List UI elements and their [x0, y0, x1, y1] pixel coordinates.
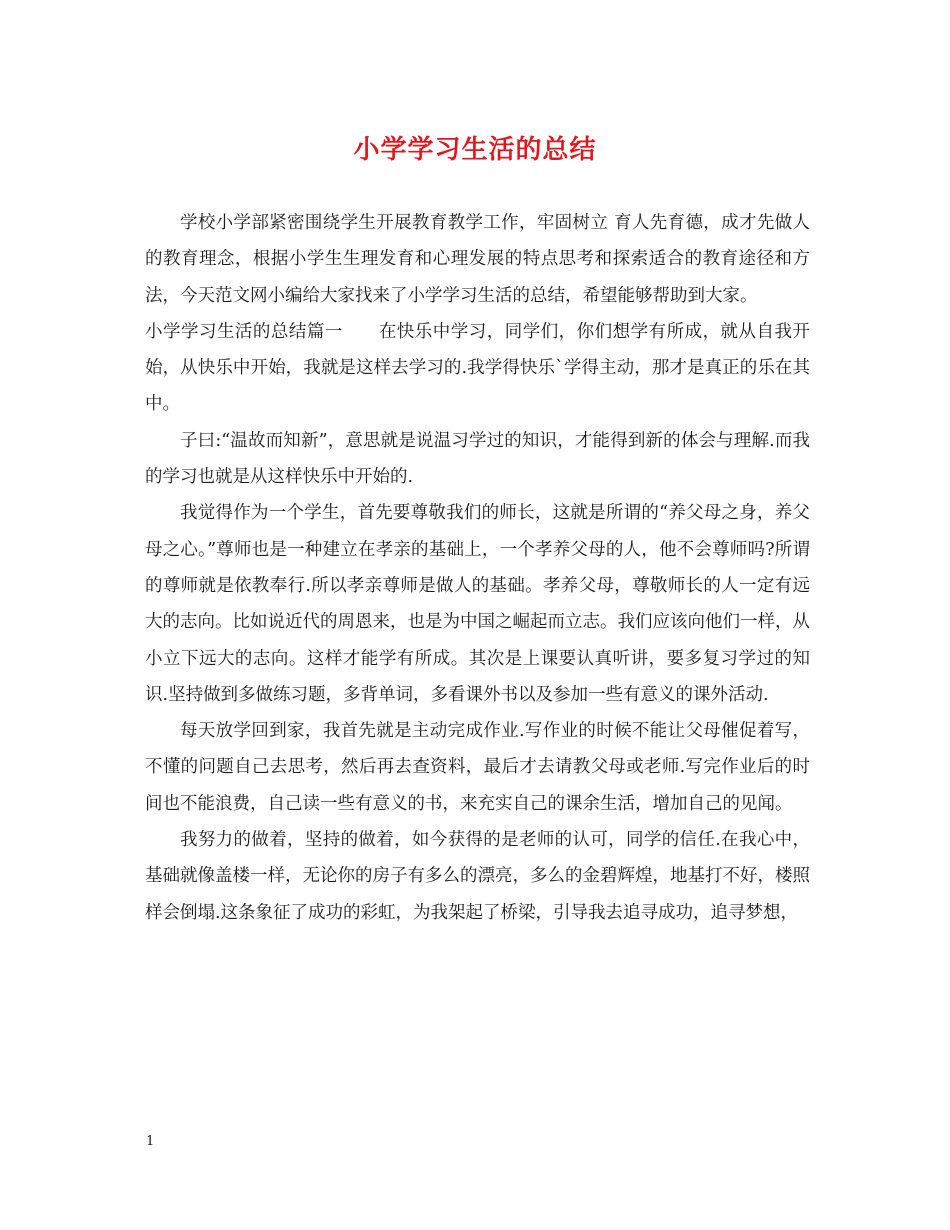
paragraph-homework: 每天放学回到家，我首先就是主动完成作业.写作业的时候不能让父母催促着写，不懂的问题自己去思考，然后再去查资料，最后才去请教父母或老师.写完作业后的时间也不能浪费，自己读一些有意义的书，来充实自己的课余生活，增加自己的见闻。: [145, 721, 810, 814]
paragraph-respect-teachers: 我觉得作为一个学生，首先要尊敬我们的师长，这就是所谓的“养父母之身，养父母之心。”尊师也是一种建立在孝亲的基础上，一个孝养父母的人，他不会尊师吗?所谓的尊师就是依教奉行.所以孝亲尊师是做人的基础。孝养父母，尊敬师长的人一定有远大的志向。比如说近代的周恩来，也是为中国之崛起而立志。我们应该向他们一样，从小立下远大的志向。这样才能学有所成。其次是上课要认真听讲，要多复习学过的知识.坚持做到多做练习题，多背单词，多看课外书以及参加一些有意义的课外活动.: [145, 503, 810, 705]
paragraph-confucius-quote: 子曰:“温故而知新”，意思就是说温习学过的知识，才能得到新的体会与理解.而我的学习也就是从这样快乐中开始的.: [145, 430, 810, 488]
paragraph-foundation: 我努力的做着，坚持的做着，如今获得的是老师的认可，同学的信任.在我心中，基础就像盖楼一样，无论你的房子有多么的漂亮，多么的金碧辉煌，地基打不好，楼照样会倒塌.这条象征了成功的彩虹，为我架起了桥梁，引导我去追寻成功，追寻梦想，: [145, 830, 810, 923]
page-number: 1: [146, 1134, 155, 1149]
document-body: [145, 205, 810, 931]
paragraph-section-one: 小学学习生活的总结篇一 在快乐中学习，同学们，你们想学有所成，就从自我开始，从快乐中开始，我就是这样去学习的.我学得快乐`学得主动，那才是真正的乐在其中。: [145, 321, 810, 415]
document-title: 小学学习生活的总结: [353, 135, 597, 165]
paragraph-intro: 学校小学部紧密围绕学生开展教育教学工作，牢固树立 育人先育德，成才先做人 的教育理念，根据小学生生理发育和心理发展的特点思考和探索适合的教育途径和方法，今天范文网小编给大家找来了小学学习生活的总结，希望能够帮助到大家。: [145, 213, 810, 306]
